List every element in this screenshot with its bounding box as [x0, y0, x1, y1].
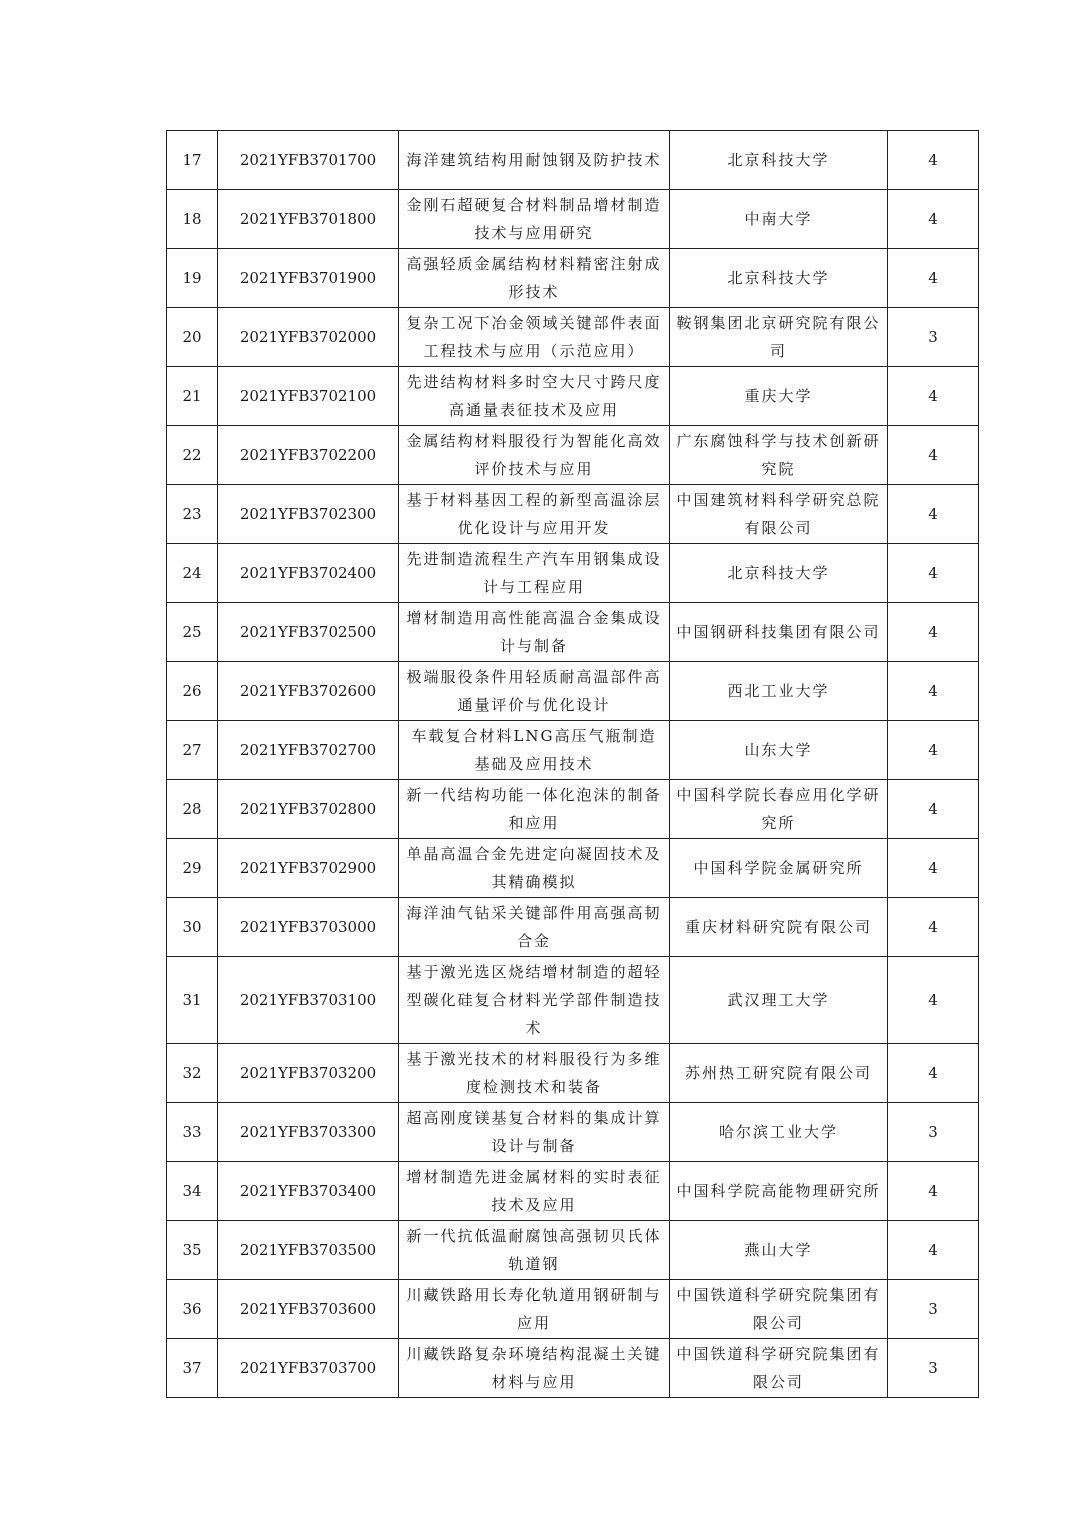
project-code: 2021YFB3703300 — [218, 1103, 399, 1162]
project-code: 2021YFB3701900 — [218, 249, 399, 308]
row-index: 19 — [167, 249, 218, 308]
project-code: 2021YFB3702500 — [218, 603, 399, 662]
table-row — [167, 367, 979, 426]
table-row — [167, 1221, 979, 1280]
lead-unit: 苏州热工研究院有限公司 — [670, 1044, 888, 1103]
count-value: 4 — [888, 780, 979, 839]
project-code: 2021YFB3702400 — [218, 544, 399, 603]
project-name: 基于材料基因工程的新型高温涂层优化设计与应用开发 — [399, 485, 670, 544]
row-index: 25 — [167, 603, 218, 662]
project-name: 基于激光选区烧结增材制造的超轻型碳化硅复合材料光学部件制造技术 — [399, 957, 670, 1044]
project-code: 2021YFB3702900 — [218, 839, 399, 898]
count-value: 4 — [888, 1044, 979, 1103]
row-index: 20 — [167, 308, 218, 367]
table-row — [167, 662, 979, 721]
lead-unit: 中国钢研科技集团有限公司 — [670, 603, 888, 662]
lead-unit: 广东腐蚀科学与技术创新研究院 — [670, 426, 888, 485]
table-row — [167, 190, 979, 249]
count-value: 4 — [888, 249, 979, 308]
project-code: 2021YFB3701700 — [218, 131, 399, 190]
count-value: 4 — [888, 898, 979, 957]
table-row — [167, 898, 979, 957]
table-row — [167, 249, 979, 308]
project-name: 海洋建筑结构用耐蚀钢及防护技术 — [399, 131, 670, 190]
lead-unit: 山东大学 — [670, 721, 888, 780]
project-name: 先进结构材料多时空大尺寸跨尺度高通量表征技术及应用 — [399, 367, 670, 426]
lead-unit: 中国铁道科学研究院集团有限公司 — [670, 1280, 888, 1339]
count-value: 4 — [888, 544, 979, 603]
project-code: 2021YFB3702300 — [218, 485, 399, 544]
project-name: 增材制造用高性能高温合金集成设计与制备 — [399, 603, 670, 662]
row-index: 24 — [167, 544, 218, 603]
lead-unit: 中国科学院金属研究所 — [670, 839, 888, 898]
project-code: 2021YFB3703400 — [218, 1162, 399, 1221]
row-index: 37 — [167, 1339, 218, 1398]
count-value: 4 — [888, 485, 979, 544]
row-index: 17 — [167, 131, 218, 190]
project-name: 极端服役条件用轻质耐高温部件高通量评价与优化设计 — [399, 662, 670, 721]
table-row — [167, 780, 979, 839]
table-row — [167, 544, 979, 603]
project-table-body — [167, 131, 979, 1398]
table-row — [167, 839, 979, 898]
row-index: 28 — [167, 780, 218, 839]
project-code: 2021YFB3703600 — [218, 1280, 399, 1339]
project-name: 先进制造流程生产汽车用钢集成设计与工程应用 — [399, 544, 670, 603]
table-row — [167, 721, 979, 780]
project-name: 金刚石超硬复合材料制品增材制造技术与应用研究 — [399, 190, 670, 249]
row-index: 33 — [167, 1103, 218, 1162]
lead-unit: 武汉理工大学 — [670, 957, 888, 1044]
count-value: 4 — [888, 1221, 979, 1280]
row-index: 29 — [167, 839, 218, 898]
count-value: 3 — [888, 308, 979, 367]
count-value: 4 — [888, 957, 979, 1044]
project-code: 2021YFB3701800 — [218, 190, 399, 249]
project-name: 复杂工况下冶金领域关键部件表面工程技术与应用（示范应用） — [399, 308, 670, 367]
lead-unit: 中国科学院长春应用化学研究所 — [670, 780, 888, 839]
count-value: 4 — [888, 721, 979, 780]
project-name: 川藏铁路用长寿化轨道用钢研制与应用 — [399, 1280, 670, 1339]
project-name: 单晶高温合金先进定向凝固技术及其精确模拟 — [399, 839, 670, 898]
lead-unit: 北京科技大学 — [670, 131, 888, 190]
table-row — [167, 1339, 979, 1398]
project-code: 2021YFB3703100 — [218, 957, 399, 1044]
count-value: 4 — [888, 131, 979, 190]
lead-unit: 中国铁道科学研究院集团有限公司 — [670, 1339, 888, 1398]
table-row — [167, 1280, 979, 1339]
count-value: 4 — [888, 190, 979, 249]
row-index: 30 — [167, 898, 218, 957]
project-code: 2021YFB3703700 — [218, 1339, 399, 1398]
lead-unit: 中国建筑材料科学研究总院有限公司 — [670, 485, 888, 544]
lead-unit: 西北工业大学 — [670, 662, 888, 721]
lead-unit: 重庆大学 — [670, 367, 888, 426]
lead-unit: 中国科学院高能物理研究所 — [670, 1162, 888, 1221]
project-name: 基于激光技术的材料服役行为多维度检测技术和装备 — [399, 1044, 670, 1103]
count-value: 4 — [888, 426, 979, 485]
table-row — [167, 426, 979, 485]
project-name: 高强轻质金属结构材料精密注射成形技术 — [399, 249, 670, 308]
count-value: 4 — [888, 603, 979, 662]
lead-unit: 重庆材料研究院有限公司 — [670, 898, 888, 957]
lead-unit: 北京科技大学 — [670, 249, 888, 308]
row-index: 23 — [167, 485, 218, 544]
row-index: 34 — [167, 1162, 218, 1221]
count-value: 4 — [888, 1162, 979, 1221]
row-index: 32 — [167, 1044, 218, 1103]
lead-unit: 燕山大学 — [670, 1221, 888, 1280]
table-row — [167, 131, 979, 190]
project-name: 金属结构材料服役行为智能化高效评价技术与应用 — [399, 426, 670, 485]
project-code: 2021YFB3702100 — [218, 367, 399, 426]
project-name: 新一代抗低温耐腐蚀高强韧贝氏体轨道钢 — [399, 1221, 670, 1280]
project-code: 2021YFB3702600 — [218, 662, 399, 721]
project-table — [166, 130, 979, 1398]
row-index: 27 — [167, 721, 218, 780]
project-name: 车载复合材料LNG高压气瓶制造基础及应用技术 — [399, 721, 670, 780]
table-row — [167, 1103, 979, 1162]
table-row — [167, 485, 979, 544]
row-index: 31 — [167, 957, 218, 1044]
project-name: 海洋油气钻采关键部件用高强高韧合金 — [399, 898, 670, 957]
project-name: 川藏铁路复杂环境结构混凝土关键材料与应用 — [399, 1339, 670, 1398]
table-row — [167, 603, 979, 662]
lead-unit: 鞍钢集团北京研究院有限公司 — [670, 308, 888, 367]
row-index: 35 — [167, 1221, 218, 1280]
project-code: 2021YFB3702700 — [218, 721, 399, 780]
count-value: 3 — [888, 1280, 979, 1339]
project-code: 2021YFB3703200 — [218, 1044, 399, 1103]
count-value: 4 — [888, 839, 979, 898]
row-index: 36 — [167, 1280, 218, 1339]
table-row — [167, 957, 979, 1044]
count-value: 3 — [888, 1103, 979, 1162]
project-name: 增材制造先进金属材料的实时表征技术及应用 — [399, 1162, 670, 1221]
row-index: 18 — [167, 190, 218, 249]
count-value: 4 — [888, 367, 979, 426]
lead-unit: 北京科技大学 — [670, 544, 888, 603]
project-name: 新一代结构功能一体化泡沫的制备和应用 — [399, 780, 670, 839]
lead-unit: 中南大学 — [670, 190, 888, 249]
lead-unit: 哈尔滨工业大学 — [670, 1103, 888, 1162]
table-row — [167, 308, 979, 367]
row-index: 22 — [167, 426, 218, 485]
project-code: 2021YFB3702000 — [218, 308, 399, 367]
row-index: 21 — [167, 367, 218, 426]
project-code: 2021YFB3703500 — [218, 1221, 399, 1280]
project-name: 超高刚度镁基复合材料的集成计算设计与制备 — [399, 1103, 670, 1162]
project-code: 2021YFB3702800 — [218, 780, 399, 839]
project-code: 2021YFB3703000 — [218, 898, 399, 957]
count-value: 4 — [888, 662, 979, 721]
project-code: 2021YFB3702200 — [218, 426, 399, 485]
table-row — [167, 1162, 979, 1221]
count-value: 3 — [888, 1339, 979, 1398]
row-index: 26 — [167, 662, 218, 721]
table-row — [167, 1044, 979, 1103]
